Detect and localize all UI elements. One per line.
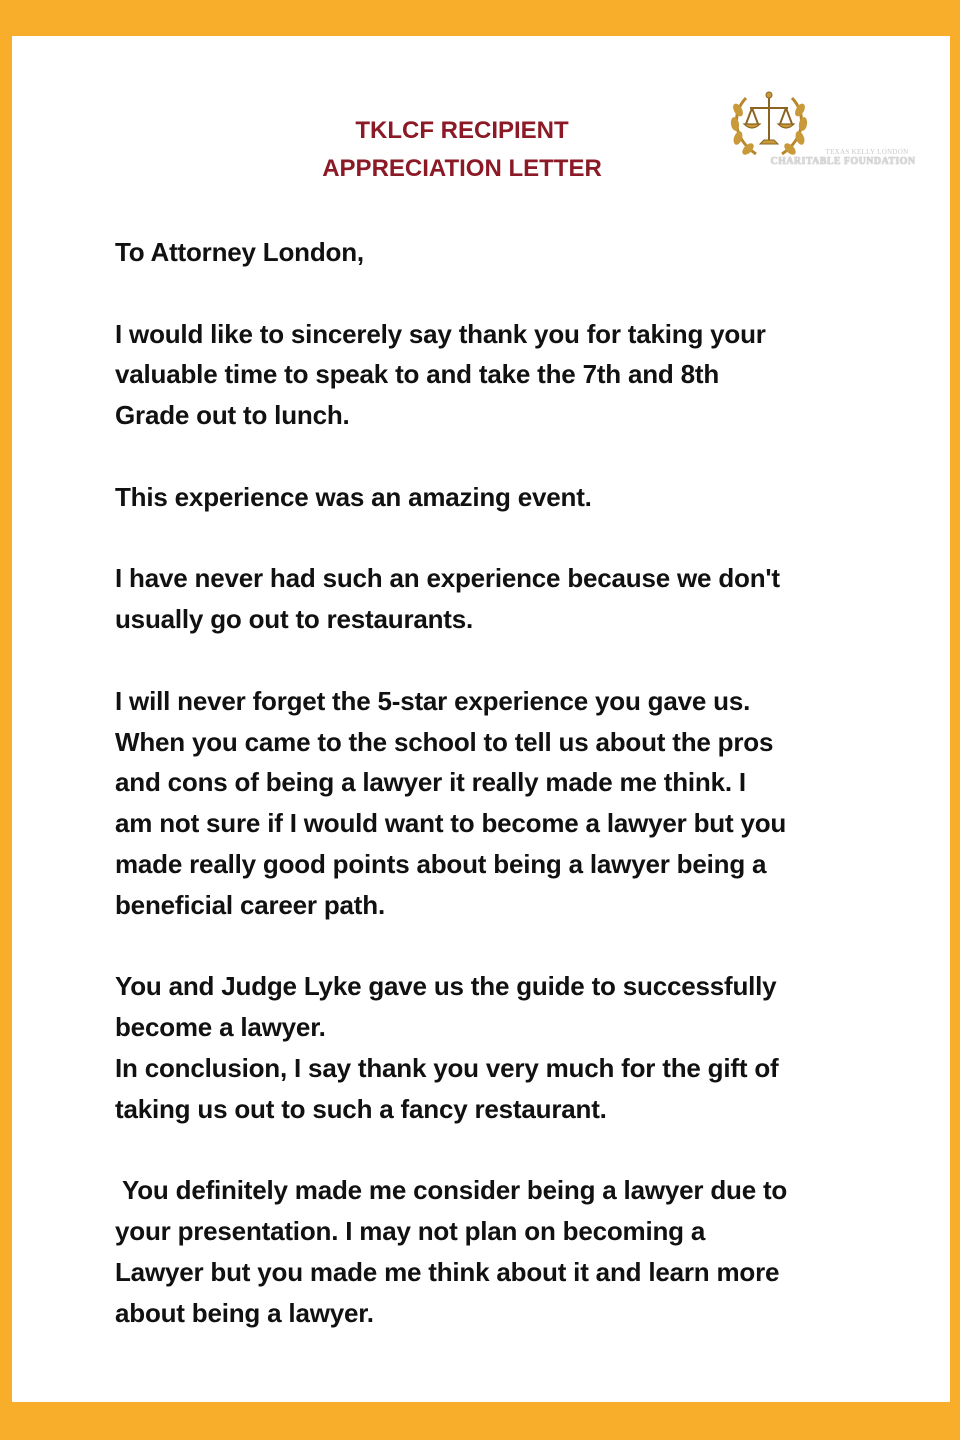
paragraph-gap bbox=[115, 273, 875, 314]
salutation: To Attorney London, bbox=[115, 237, 364, 267]
foundation-logo bbox=[722, 86, 922, 176]
paragraph-gap bbox=[115, 640, 875, 681]
paragraph-gap bbox=[115, 926, 875, 967]
paragraph-gap bbox=[115, 518, 875, 559]
paragraph: I would like to sincerely say thank you for taking your valuable time to speak to and take the 7th and 8th Grade out to lunch. bbox=[115, 318, 766, 431]
scales-of-justice-laurel-icon bbox=[726, 86, 812, 166]
title-line-1: TKLCF RECIPIENT bbox=[355, 117, 569, 144]
letter-page bbox=[12, 36, 950, 1402]
paragraph: I have never had such an experience because we don't usually go out to restaurants. bbox=[115, 563, 780, 635]
paragraph: You definitely made me consider being a lawyer due to your presentation. I may not plan on becoming a Lawyer but you made me think about it and learn more about being a lawyer. bbox=[115, 1175, 788, 1328]
logo-text-bottom: CHARITABLE FOUNDATION bbox=[770, 156, 916, 167]
paragraph: I will never forget the 5-star experience you gave us. When you came to the school to tell us about the pros and cons of being a lawyer it really made me think. I am not sure if I would want to become a lawyer but you made really good points about being a lawyer being a beneficial career path. bbox=[115, 685, 787, 920]
title-line-2: APPRECIATION LETTER bbox=[322, 155, 602, 182]
logo-text-top: TEXAS KELLY LONDON bbox=[825, 148, 909, 156]
letter-body bbox=[115, 232, 875, 1334]
paragraph-gap bbox=[115, 1130, 875, 1171]
paragraph: You and Judge Lyke gave us the guide to successfully become a lawyer. In conclusion, I say thank you very much for the gift of taking us out to such a fancy restaurant. bbox=[115, 971, 779, 1124]
paragraph-gap bbox=[115, 436, 875, 477]
paragraph: This experience was an amazing event. bbox=[115, 481, 592, 512]
